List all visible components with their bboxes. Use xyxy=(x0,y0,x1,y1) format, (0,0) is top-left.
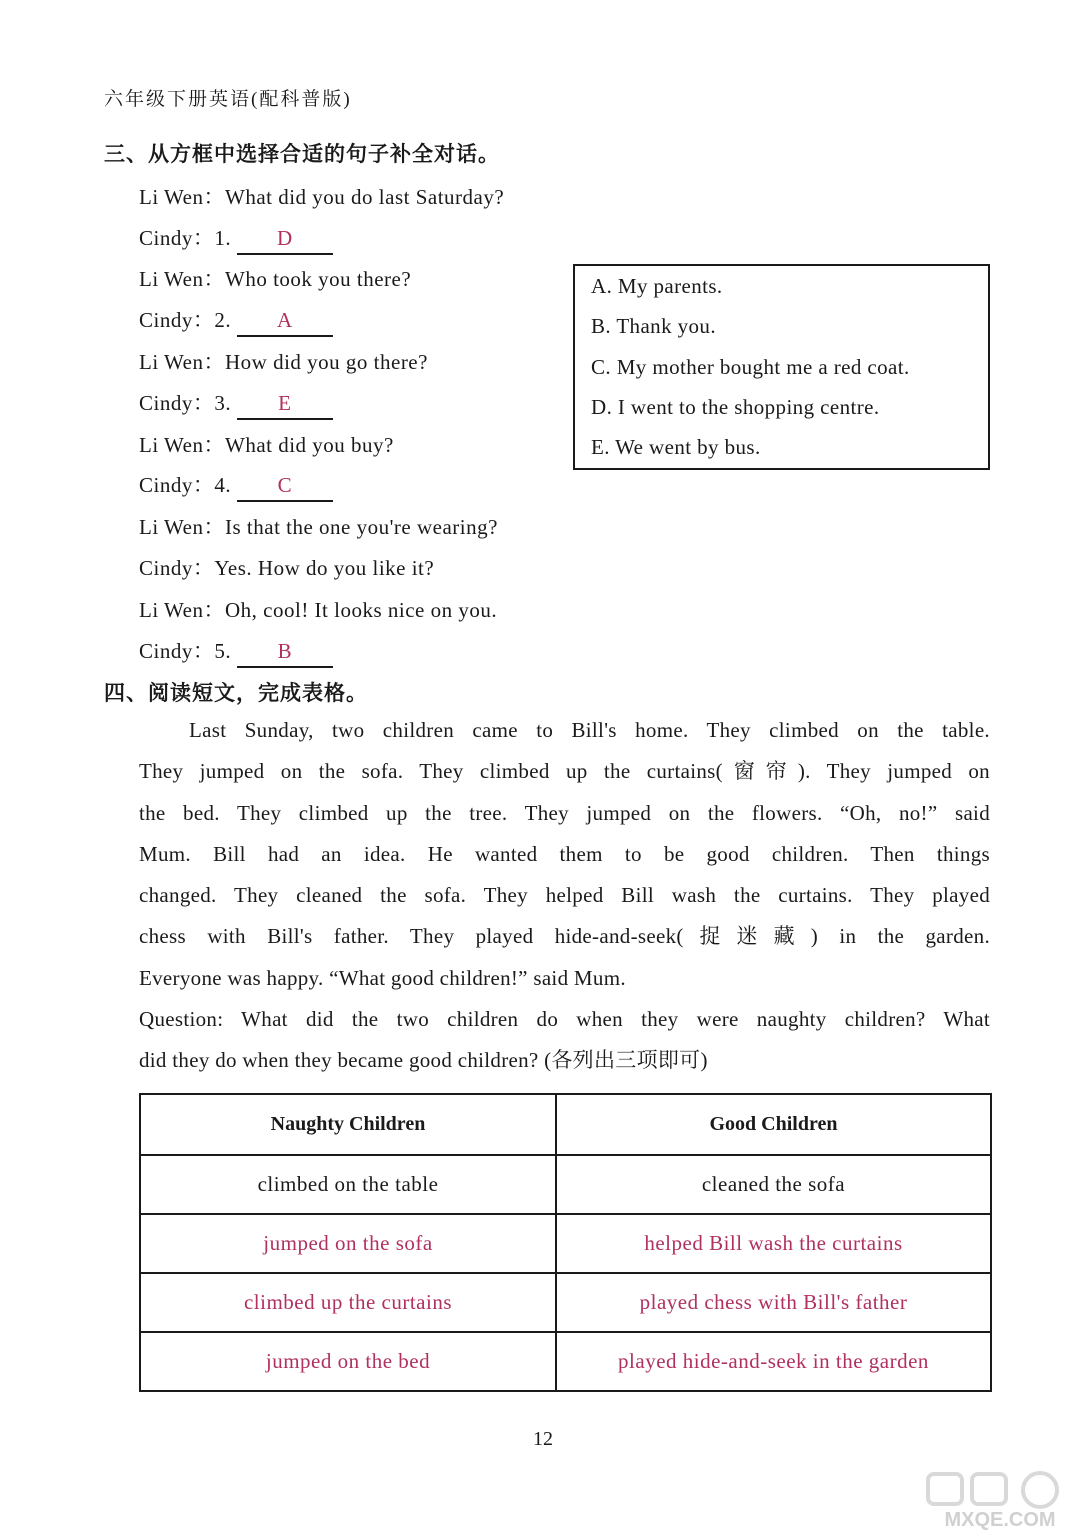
answer-blank[interactable]: A xyxy=(237,309,333,337)
table-answer-cell[interactable]: jumped on the bed xyxy=(140,1332,556,1391)
dialogue-answer-line xyxy=(139,635,333,668)
passage-line: chess with Bill's father. They played hide-and-seek(捉迷藏) in the garden. xyxy=(139,924,990,949)
dialogue-answer-line xyxy=(139,469,333,502)
section-3-title: 三、从方框中选择合适的句子补全对话。 xyxy=(104,142,500,166)
answer-blank[interactable]: C xyxy=(237,474,333,502)
page-number: 12 xyxy=(533,1428,553,1450)
speaker-label: Cindy：1. xyxy=(139,226,232,250)
reading-passage xyxy=(139,710,990,1082)
table-row xyxy=(140,1273,991,1332)
passage-line: changed. They cleaned the sofa. They helped Bill wash the curtains. They played xyxy=(139,883,990,908)
dialogue-line: Li Wen：What did you do last Saturday? xyxy=(139,185,505,209)
options-box xyxy=(573,264,990,470)
speaker-label: Cindy：4. xyxy=(139,473,232,497)
passage-line: Mum. Bill had an idea. He wanted them to be good children. Then things xyxy=(139,841,990,866)
table-answer-cell[interactable]: played hide-and-seek in the garden xyxy=(556,1332,991,1391)
option-d: D. I went to the shopping centre. xyxy=(591,395,880,419)
speaker-label: Cindy：5. xyxy=(139,639,232,663)
passage-line: They jumped on the sofa. They climbed up the curtains(窗帘). They jumped on xyxy=(139,759,990,784)
passage-line: Last Sunday, two children came to Bill's home. They climbed on the table. xyxy=(189,718,990,742)
passage-line: the bed. They climbed up the tree. They jumped on the flowers. “Oh, no!” said xyxy=(139,800,990,825)
option-e: E. We went by bus. xyxy=(591,435,761,459)
dialogue-answer-line xyxy=(139,304,333,337)
watermark-logo xyxy=(920,1470,1080,1530)
option-a: A. My parents. xyxy=(591,274,723,298)
option-b: B. Thank you. xyxy=(591,314,716,338)
table-answer-cell[interactable]: played chess with Bill's father xyxy=(556,1273,991,1332)
option-c: C. My mother bought me a red coat. xyxy=(591,355,910,379)
table-cell: cleaned the sofa xyxy=(556,1155,991,1214)
table-answer-cell[interactable]: helped Bill wash the curtains xyxy=(556,1214,991,1273)
table-answer-cell[interactable]: climbed up the curtains xyxy=(140,1273,556,1332)
page-header: 六年级下册英语(配科普版) xyxy=(104,89,352,110)
dialogue-line: Li Wen：Is that the one you're wearing? xyxy=(139,515,498,539)
table-answer-cell[interactable]: jumped on the sofa xyxy=(140,1214,556,1273)
answer-blank[interactable]: E xyxy=(237,392,333,420)
watermark-text: MXQE.COM xyxy=(944,1509,1056,1530)
speaker-label: Cindy：2. xyxy=(139,308,232,332)
table-cell: climbed on the table xyxy=(140,1155,556,1214)
speaker-label: Cindy：3. xyxy=(139,391,232,415)
dialogue-line: Cindy：Yes. How do you like it? xyxy=(139,556,435,580)
table-row xyxy=(140,1332,991,1391)
dialogue-line: Li Wen：Oh, cool! It looks nice on you. xyxy=(139,598,498,622)
dialogue-answer-line xyxy=(139,387,333,420)
answer-blank[interactable]: B xyxy=(237,640,333,668)
section-4-title: 四、阅读短文，完成表格。 xyxy=(104,681,368,705)
question-line: did they do when they became good children? (各列出三项即可) xyxy=(139,1048,708,1073)
passage-line: Everyone was happy. “What good children!” said Mum. xyxy=(139,965,626,990)
table-header-row xyxy=(140,1094,991,1155)
dialogue-answer-line xyxy=(139,222,333,255)
question-line: Question: What did the two children do when they were naughty children? What xyxy=(139,1007,990,1032)
answer-table xyxy=(139,1093,992,1392)
table-row xyxy=(140,1155,991,1214)
column-header-naughty: Naughty Children xyxy=(140,1094,556,1155)
answer-blank[interactable]: D xyxy=(237,227,333,255)
dialogue-line: Li Wen：How did you go there? xyxy=(139,350,428,374)
dialogue-line: Li Wen：What did you buy? xyxy=(139,433,394,457)
table-row xyxy=(140,1214,991,1273)
dialogue-line: Li Wen：Who took you there? xyxy=(139,267,412,291)
column-header-good: Good Children xyxy=(556,1094,991,1155)
